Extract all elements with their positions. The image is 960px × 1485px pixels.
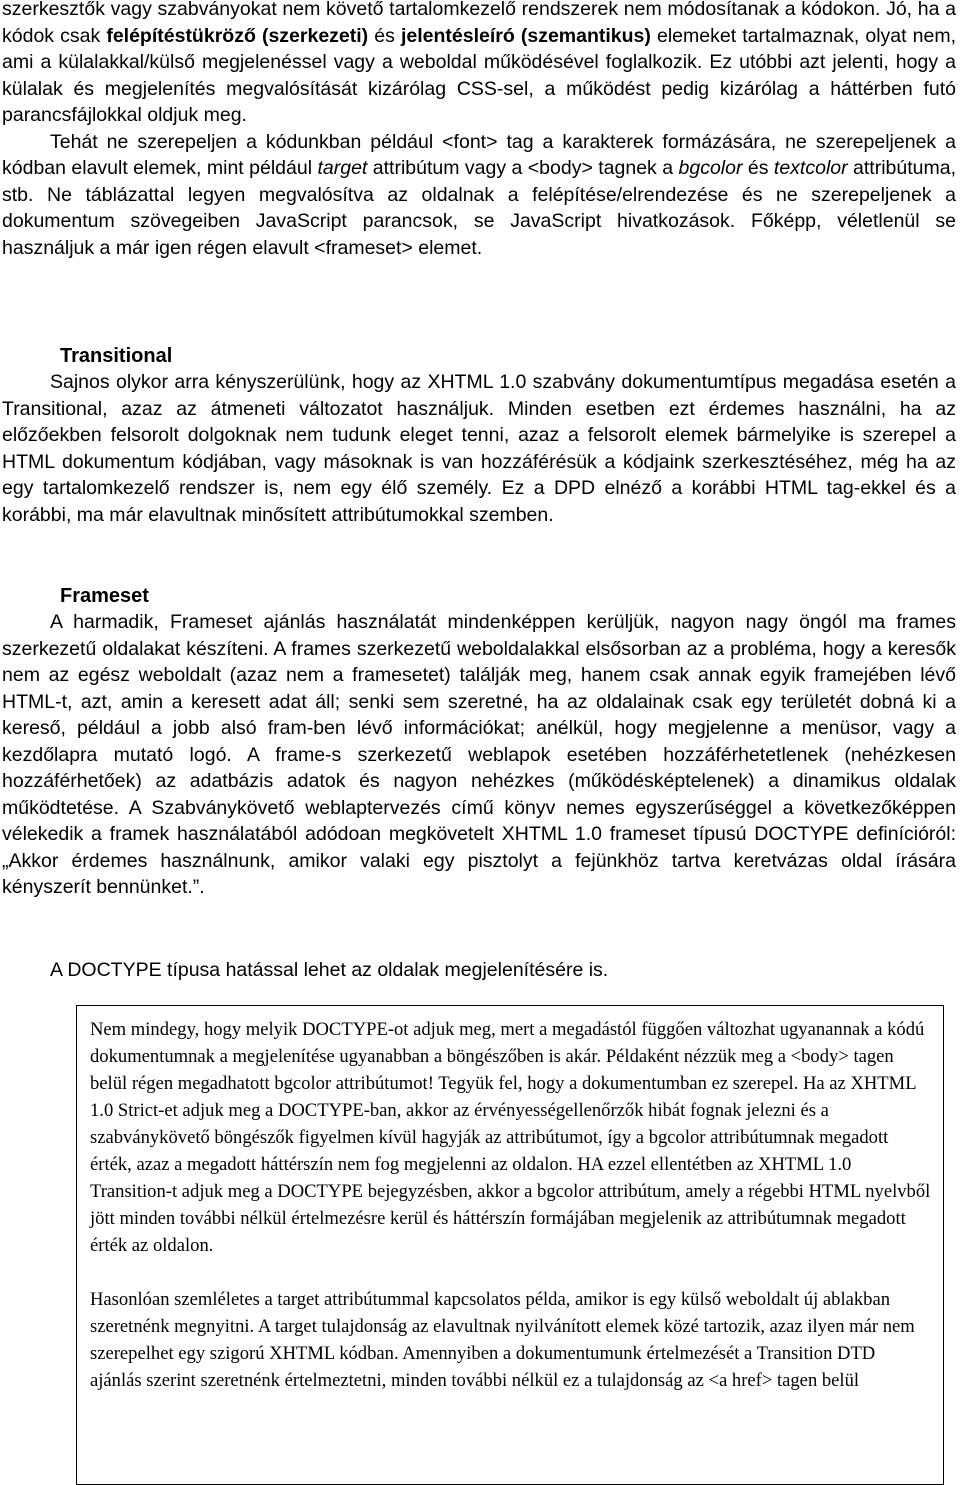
intro-paragraph-2 <box>2 129 956 262</box>
intro2-text-a: Tehát ne szerepeljen a kódunkban például <font> tag a karakterek formázására, ne szerepeljenek a kódban elavult elemek, mint például <box>2 130 956 179</box>
frameset-section <box>2 609 956 901</box>
frameset-heading: Frameset <box>60 585 149 607</box>
intro-text-a: szerkesztők vagy szabványokat nem követő tartalomkezelő rendszerek nem módosítanak a kódokon. Jó, ha a kódok csak <box>2 0 956 47</box>
doctype-note-section <box>2 957 956 984</box>
transitional-section <box>2 369 956 528</box>
intro2-text-b: attribútum vagy a <body> tagnek a <box>367 157 679 179</box>
box-spacer <box>90 1259 931 1286</box>
transitional-heading: Transitional <box>60 345 173 367</box>
transitional-paragraph: Sajnos olykor arra kényszerülünk, hogy az XHTML 1.0 szabvány dokumentumtípus megadása esetén a Transitional, azaz az átmeneti változatot használjuk. Minden esetben ezt érdemes használni, ha az előzőekben felsorolt dolgoknak nem tudunk eleget tenni, azaz a felsorolt elemek bármelyike is szerepel a HTML dokumentum kódjában, vagy másoknak is van hozzáférésük a kódjaink szerkesztéséhez, még ha az egy tartalomkezelő rendszer is, nem egy élő személy. Ez a DPD elnéző a korábbi HTML tag-ekkel és a korábbi, ma már elavultnak minősített attribútumokkal szemben. <box>2 371 956 526</box>
intro2-text-d: attribútuma, stb. Ne táblázattal legyen megvalósítva az oldalnak a felépítése/elrendezése és ne szerepeljenek a dokumentum szövegeiben JavaScript parancsok, se JavaScript hivatkozások. Főképp, véletlenül se használjuk a már igen régen elavult <frameset> elemet. <box>2 157 957 259</box>
intro2-italic-bgcolor: bgcolor <box>678 157 743 179</box>
intro-bold-semantic: jelentésleíró (szemantikus) <box>400 24 651 47</box>
intro2-text-c: és <box>742 157 774 179</box>
intro2-italic-target: target <box>317 157 368 179</box>
frameset-paragraph: A harmadik, Frameset ajánlás használatát mindenképpen kerüljük, nagyon nagy öngól ma frames szerkezetű oldalakat készíteni. A frames szerkezetű weboldalakkal elsősorban az a probléma, hogy a keresők nem az egész weboldalt (azaz nem a framesetet) találják meg, hanem csak annak egyik framejében lévő HTML-t, azt, amin a keresett adat áll; senki sem szeretné, ha az oldalainak csak egy területét dobná ki a kereső, például a jobb alsó fram-ben lévő információkat; anélkül, hogy megjelenne a menüsor, vagy a kezdőlapra mutató logó. A frame-s szerkezetű weblapok esetében hozzáférhetetlenek (nehézkesen hozzáférhetőek) az adatbázis adatok és nagyon nehézkes (működésképtelenek) a dinamikus oldalak működtetése. A Szabványkövető weblaptervezés című könyv nemes egyszerűséggel a következőképpen vélekedik a framek használatából adódoan megkövetelt XHTML 1.0 frameset típusú DOCTYPE definícióról: „Akkor érdemes használnunk, amikor valaki egy pisztolyt a fejünkhöz tartva keretvázas oldal írására kényszerít bennünket.”. <box>2 611 956 898</box>
doctype-note: A DOCTYPE típusa hatással lehet az oldalak megjelenítésére is. <box>50 959 609 981</box>
intro2-italic-textcolor: textcolor <box>773 157 848 179</box>
intro-section <box>2 0 956 261</box>
box-paragraph-2: Hasonlóan szemléletes a target attribútummal kapcsolatos példa, amikor is egy külső weboldalt új ablakban szeretnénk megnyitni. A target tulajdonság az elavultnak nyilvánított elemek közé tartozik, azaz ilyen már nem szerepelhet egy szigorú XHTML kódban. Amennyiben a dokumentumunk értelmezését a Transition DTD ajánlás szerint szeretnénk értelmeztetni, minden további nélkül ez a tulajdonság az <a href> tagen belül <box>90 1289 915 1391</box>
example-box <box>76 1005 944 1485</box>
box-paragraph-1: Nem mindegy, hogy melyik DOCTYPE-ot adjuk meg, mert a megadástól függően változhat ugyanannak a kódú dokumentumnak a megjelenítése ugyanabban a böngészőben is akár. Példaként nézzük meg a <body> tagen belül régen megadhatott bgcolor attribútumot! Tegyük fel, hogy a dokumentumban ez szerepel. Ha az XHTML 1.0 Strict-et adjuk meg a DOCTYPE-ban, akkor az érvényességellenőrzők hibát fognak jelezni és a szabványkövető böngészők figyelmen kívül hagyják az attribútumot, így a bgcolor attribútumnak megadott érték, azaz a megadott háttérszín nem fog megjelenni az oldalon. HA ezzel ellentétben az XHTML 1.0 Transition-t adjuk meg a DOCTYPE bejegyzésben, akkor a bgcolor attribútum, amely a régebbi HTML nyelvből jött minden további nélkül értelmezésre kerül és háttérszín formájában megjelenik az attribútumnak megadott érték az oldalon. <box>90 1019 931 1256</box>
intro-paragraph <box>2 0 956 129</box>
intro-text-mid: és <box>368 24 401 47</box>
intro-text-c: elemeket tartalmaznak, olyat nem, ami a külalakkal/külső megjelenéssel vagy a weboldal működésével foglalkozik. Ez utóbbi azt jelenti, hogy a külalak és megjelenítés megvalósítását kizárólag CSS-sel, a működést pedig kizárólag a háttérben futó parancsfájlokkal oldjuk meg. <box>2 24 957 126</box>
intro-bold-structural: felépítéstükröző (szerkezeti) <box>106 24 369 47</box>
